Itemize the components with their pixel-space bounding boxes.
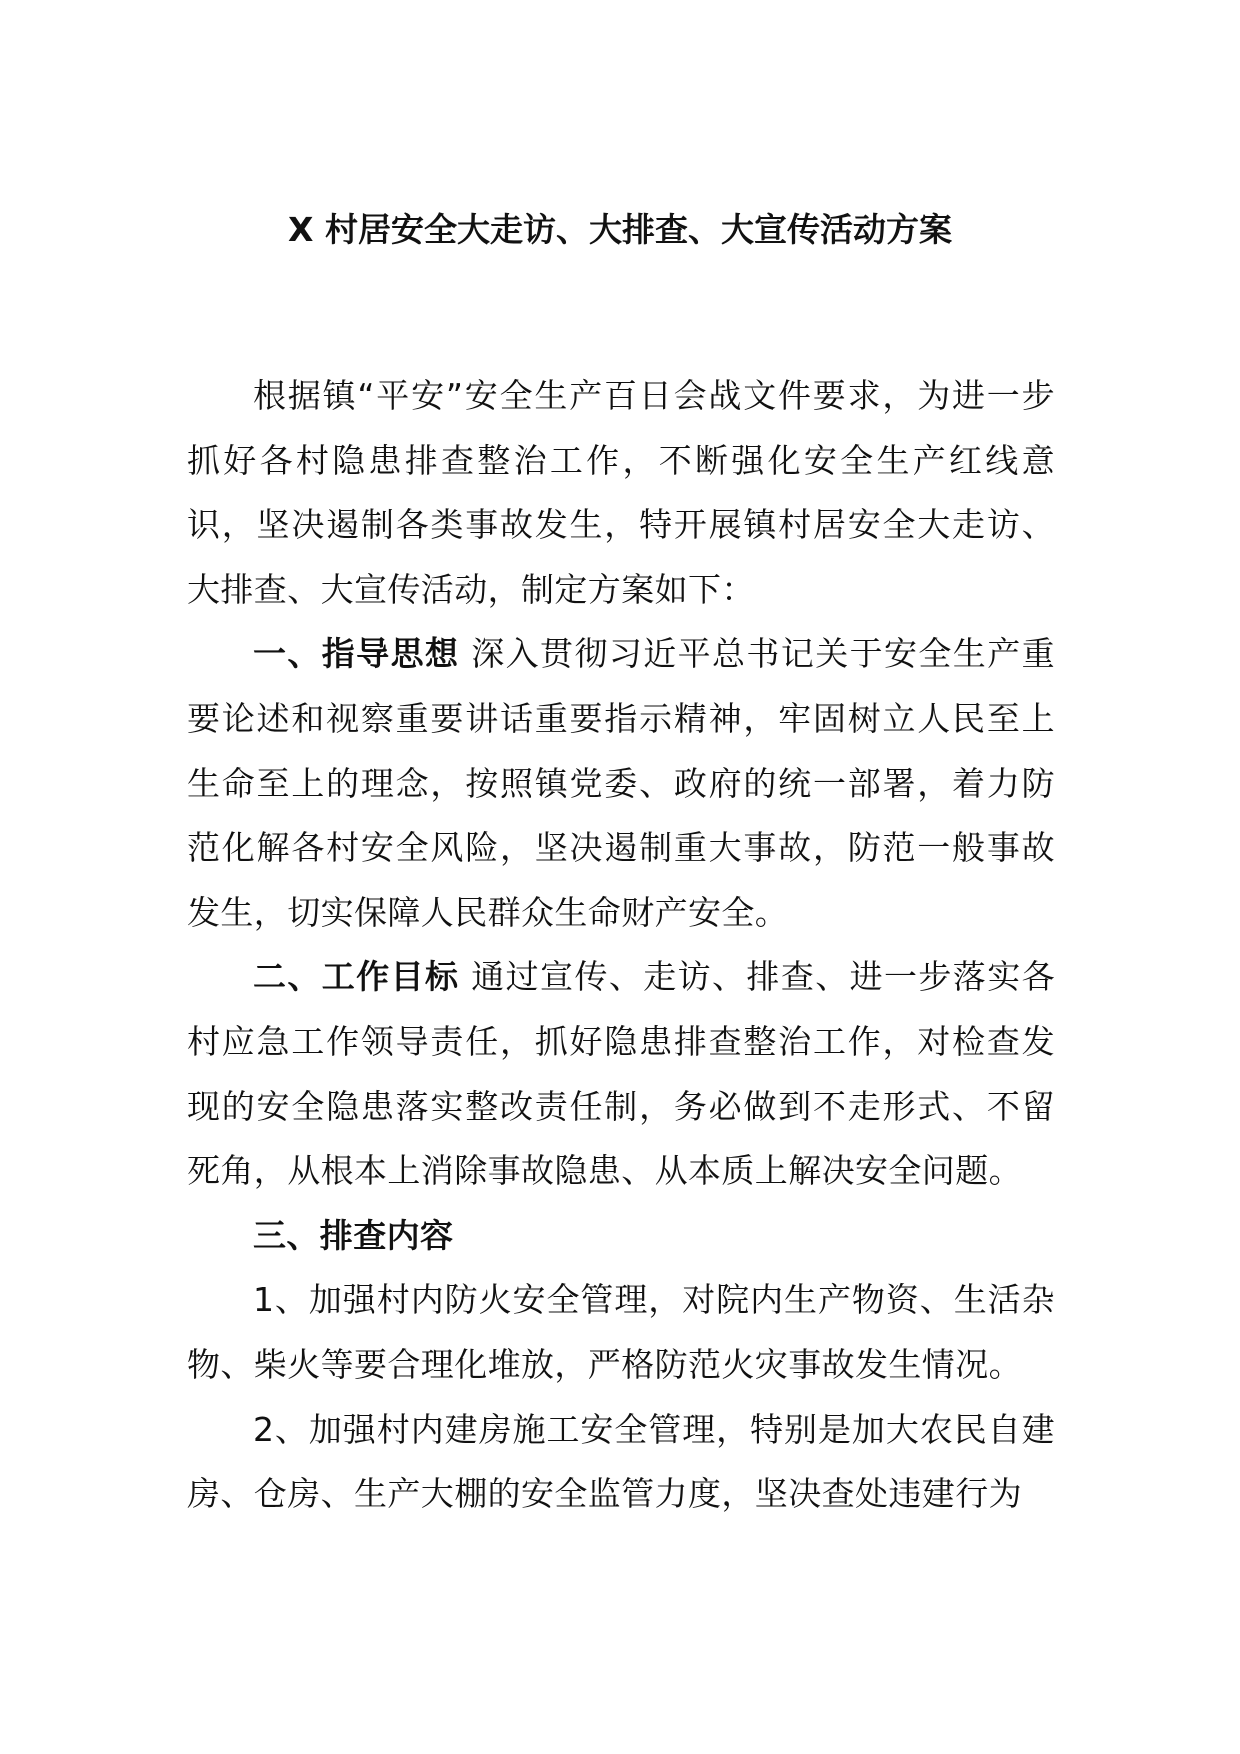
document-body (187, 364, 1055, 1527)
list-item: 2、加强村内建房施工安全管理，特别是加大农民自建房、仓房、生产大棚的安全监管力度，坚决查处违建行为 (187, 1409, 1055, 1514)
section-heading: 二、工作目标 (253, 957, 460, 997)
section-guiding-ideology (187, 622, 1055, 945)
section-text: 深入贯彻习近平总书记关于安全生产重要论述和视察重要讲话重要指示精神，牢固树立人民至上生命至上的理念，按照镇党委、政府的统一部署，着力防范化解各村安全风险，坚决遏制重大事故，防范一般事故发生，切实保障人民群众生命财产安全。 (187, 634, 1055, 932)
section-heading: 一、指导思想 (253, 634, 460, 674)
section-text: 通过宣传、走访、排查、进一步落实各村应急工作领导责任，抓好隐患排查整治工作，对检查发现的安全隐患落实整改责任制，务必做到不走形式、不留死角，从根本上消除事故隐患、从本质上解决安全问题。 (187, 957, 1055, 1191)
list-item: 1、加强村内防火安全管理，对院内生产物资、生活杂物、柴火等要合理化堆放，严格防范火灾事故发生情况。 (187, 1280, 1055, 1384)
intro-paragraph: 根据镇“平安”安全生产百日会战文件要求，为进一步抓好各村隐患排查整治工作，不断强化安全生产红线意识，坚决遏制各类事故发生，特开展镇村居安全大走访、大排查、大宣传活动，制定方案如下： (187, 376, 1055, 609)
section-work-goals (187, 945, 1055, 1203)
section-heading: 三、排查内容 (253, 1215, 454, 1255)
document-title: X 村居安全大走访、大排查、大宣传活动方案 (288, 210, 952, 249)
section-inspection-content (187, 1204, 1055, 1269)
